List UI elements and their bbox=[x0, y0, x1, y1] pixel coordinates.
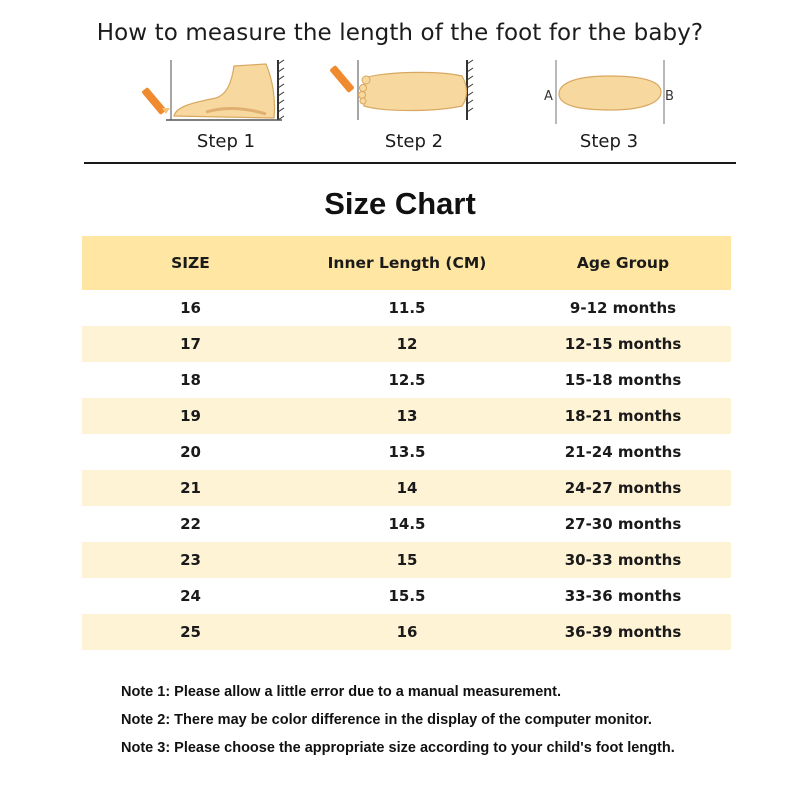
length-cell: 13 bbox=[396, 407, 418, 425]
age-cell: 33-36 months bbox=[564, 587, 682, 605]
step-3-label: Step 3 bbox=[579, 131, 639, 152]
header-age-group: Age Group bbox=[576, 254, 670, 272]
measure-heading: How to measure the length of the foot for the baby? bbox=[96, 20, 704, 46]
size-chart-title: Size Chart bbox=[324, 186, 476, 221]
size-table bbox=[82, 236, 731, 650]
length-cell: 15 bbox=[396, 551, 418, 569]
table-row bbox=[82, 506, 731, 542]
age-cell: 27-30 months bbox=[564, 515, 682, 533]
length-cell: 13.5 bbox=[388, 443, 426, 461]
foot-top-view-icon bbox=[324, 58, 504, 128]
age-cell: 21-24 months bbox=[564, 443, 682, 461]
step-3 bbox=[519, 58, 699, 158]
header-inner-length: Inner Length (CM) bbox=[327, 254, 487, 272]
age-cell: 36-39 months bbox=[564, 623, 682, 641]
table-row bbox=[82, 578, 731, 614]
header-size: SIZE bbox=[171, 254, 210, 272]
length-cell: 15.5 bbox=[388, 587, 426, 605]
note-1: Note 1: Please allow a little error due to a manual measurement. bbox=[121, 684, 561, 700]
foot-side-view-icon bbox=[136, 58, 316, 128]
length-cell: 14 bbox=[396, 479, 418, 497]
age-cell: 9-12 months bbox=[569, 299, 677, 317]
age-cell: 24-27 months bbox=[564, 479, 682, 497]
step-1-label: Step 1 bbox=[196, 131, 256, 152]
age-cell: 15-18 months bbox=[564, 371, 682, 389]
notes bbox=[121, 682, 791, 766]
mark-a: A bbox=[544, 89, 553, 104]
size-cell: 23 bbox=[180, 551, 201, 569]
length-cell: 11.5 bbox=[388, 299, 426, 317]
note-3: Note 3: Please choose the appropriate size according to your child's foot length. bbox=[121, 740, 675, 756]
size-cell: 16 bbox=[180, 299, 201, 317]
table-row bbox=[82, 326, 731, 362]
table-header-row bbox=[82, 236, 731, 290]
size-cell: 18 bbox=[180, 371, 201, 389]
size-cell: 24 bbox=[180, 587, 201, 605]
age-cell: 12-15 months bbox=[564, 335, 682, 353]
length-cell: 16 bbox=[396, 623, 418, 641]
table-row bbox=[82, 434, 731, 470]
length-cell: 14.5 bbox=[388, 515, 426, 533]
size-cell: 25 bbox=[180, 623, 201, 641]
divider bbox=[84, 162, 736, 164]
table-row bbox=[82, 362, 731, 398]
size-cell: 22 bbox=[180, 515, 201, 533]
note-2: Note 2: There may be color difference in the display of the computer monitor. bbox=[121, 712, 652, 728]
size-cell: 21 bbox=[180, 479, 201, 497]
measurement-steps bbox=[0, 58, 800, 158]
step-2 bbox=[324, 58, 504, 158]
length-cell: 12.5 bbox=[388, 371, 426, 389]
size-cell: 17 bbox=[180, 335, 201, 353]
table-row bbox=[82, 398, 731, 434]
size-cell: 19 bbox=[180, 407, 201, 425]
mark-b: B bbox=[665, 89, 674, 104]
table-row bbox=[82, 470, 731, 506]
age-cell: 18-21 months bbox=[564, 407, 682, 425]
table-row bbox=[82, 290, 731, 326]
step-1 bbox=[136, 58, 316, 158]
table-row bbox=[82, 542, 731, 578]
table-row bbox=[82, 614, 731, 650]
size-cell: 20 bbox=[180, 443, 201, 461]
sole-outline-icon bbox=[519, 58, 699, 128]
length-cell: 12 bbox=[396, 335, 418, 353]
step-2-label: Step 2 bbox=[384, 131, 444, 152]
age-cell: 30-33 months bbox=[564, 551, 682, 569]
